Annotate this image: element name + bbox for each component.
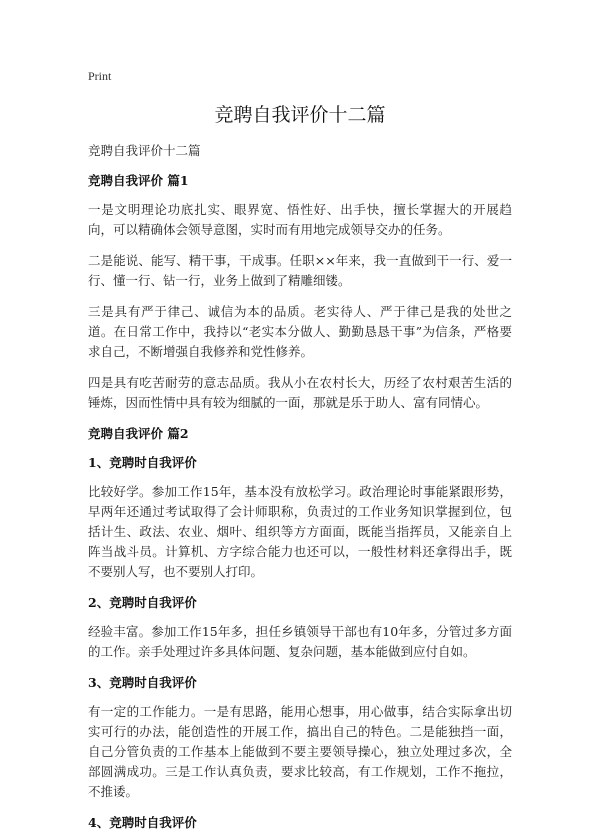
paragraph: 四是具有吃苦耐劳的意志品质。我从小在农村长大，历经了农村艰苦生活的锤炼，因而性情中具有较为细腻的一面，那就是乐于助人、富有同情心。	[88, 375, 512, 410]
paragraph: 有一定的工作能力。一是有思路，能用心想事，用心做事，结合实际拿出切实可行的办法，能创造性的开展工作，搞出自己的特色。二是能独挡一面，自己分管负责的工作基本上能做到不要主要领导操心，独立处理过多次，全部圆满成功。三是工作认真负责，要求比较高，有工作规划，工作不拖拉，不推诿。	[88, 704, 512, 799]
paragraph: 三是具有严于律己、诚信为本的品质。老实待人、严于律己是我的处世之道。在日常工作中，我持以“老实本分做人、勤勤恳恳干事”为信条，严格要求自己，不断增强自我修养和党性修养。	[88, 304, 512, 359]
paragraph: 一是文明理论功底扎实、眼界宽、悟性好、出手快，擅长掌握大的开展趋向，可以精确体会领导意图，实时而有用地完成领导交办的任务。	[88, 202, 512, 237]
print-link[interactable]: Print	[88, 69, 112, 83]
sub-heading: 2、竞聘时自我评价	[88, 595, 197, 610]
document-subtitle: 竞聘自我评价十二篇	[88, 143, 201, 158]
paragraph: 二是能说、能写、精干事，干成事。任职××年来，我一直做到干一行、爱一行、懂一行、钻一行，业务上做到了精雕细镂。	[88, 253, 512, 288]
document-title: 竞聘自我评价十二篇	[214, 104, 386, 126]
sub-heading: 4、竞聘时自我评价	[88, 815, 197, 830]
section-heading-2: 竞聘自我评价 篇2	[88, 426, 189, 441]
sub-heading: 3、竞聘时自我评价	[88, 675, 197, 690]
paragraph: 比较好学。参加工作15年，基本没有放松学习。政治理论时事能紧跟形势，早两年还通过考试取得了会计师职称，负责过的工作业务知识掌握到位，包括计生、政法、农业、烟叶、组织等方方面面，既能当指挥员，又能亲自上阵当战斗员。计算机、方字综合能力也还可以，一般性材料还拿得出手，既不要别人写，也不要别人打印。	[88, 484, 512, 579]
sub-heading: 1、竞聘时自我评价	[88, 455, 197, 470]
section-heading-1: 竞聘自我评价 篇1	[88, 173, 189, 188]
paragraph: 经验丰富。参加工作15年多，担任乡镇领导干部也有10年多，分管过多方面的工作。亲手处理过许多具体问题、复杂问题，基本能做到应付自如。	[88, 624, 512, 659]
